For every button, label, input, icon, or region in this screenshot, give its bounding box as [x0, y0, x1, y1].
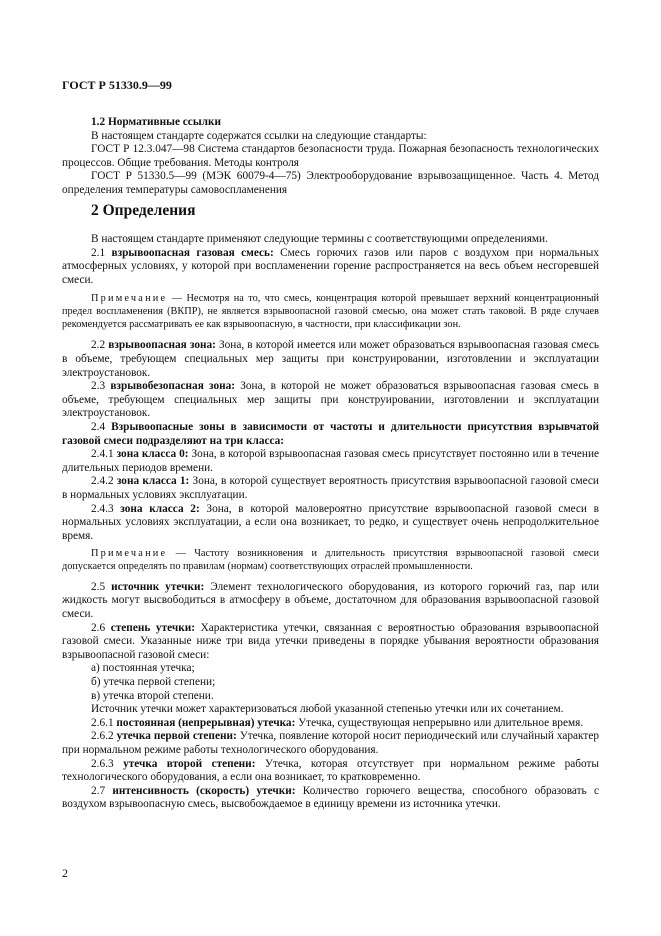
definition-2-4-3: 2.4.3 зона класса 2: Зона, в которой маловероятно присутствие взрывоопасной газовой смеси в нормальных условиях эксплуатации, а если она возникает, то редко, и существует очень непродолжительное время.: [62, 502, 599, 542]
list-item: а) постоянная утечка;: [91, 662, 195, 675]
term: утечка второй степени:: [123, 757, 256, 770]
definition-2-7: 2.7 интенсивность (скорость) утечки: Количество горючего вещества, способного образовать с воздухом взрывоопасную смесь, высвобождаемое в единицу времени из источника утечки.: [62, 784, 599, 811]
definition-2-3: 2.3 взрывобезопасная зона: Зона, в которой не может образоваться взрывоопасная газовая смесь в объеме, требующем специальных мер защиты при конструировании, изготовлении и эксплуатации электроустановок.: [62, 380, 600, 420]
definition-2-2: 2.2 взрывоопасная зона: Зона, в которой имеется или может образоваться взрывоопасная газовая смесь в объеме, требующем специальных мер защиты при конструировании, изготовлении и эксплуатации электроустановок.: [62, 339, 599, 379]
term: утечка первой степени:: [116, 730, 237, 743]
note: Примечание — Несмотря на то, что смесь, концентрация которой превышает верхний концентрационный предел воспламенения (ВКПР), не является взрывоопасной газовой смесью, она может стать таковой. В ряде случаев рекомендуется рассматривать ее как взрывоопасную, в частности, при классификации зон.: [62, 293, 599, 330]
note: Примечание — Частоту возникновения и длительность присутствия взрывоопасной газовой смеси допускается определять по правилам (нормам) соответствующих отраслей промышленности.: [62, 548, 599, 573]
term: интенсивность (скорость) утечки:: [112, 784, 296, 797]
list-item: б) утечка первой степени;: [91, 675, 216, 688]
subsection-title: 1.2 Нормативные ссылки: [91, 116, 221, 128]
leak-grade-list: [62, 662, 599, 703]
references-intro: В настоящем стандарте содержатся ссылки на следующие стандарты:: [91, 129, 427, 142]
page-number: 2: [62, 866, 68, 880]
document-header: ГОСТ Р 51330.9—99: [62, 78, 172, 92]
section-title: 2 Определения: [91, 202, 196, 219]
definition-2-6-2: 2.6.2 утечка первой степени: Утечка, появление которой носит периодический или случайный характер при нормальном режиме работы технологического оборудования.: [62, 730, 600, 756]
definition-2-5: 2.5 источник утечки: Элемент технологического оборудования, из которого горючий газ, пар или жидкость могут высвободиться в атмосферу в объеме, достаточном для образования взрывоопасной газовой смеси.: [62, 580, 599, 620]
definition-2-6-3: 2.6.3 утечка второй степени: Утечка, которая отсутствует при нормальном режиме работы технологического оборудования, а если она возникает, то кратковременно.: [62, 757, 600, 784]
definition-2-4-2: 2.4.2 зона класса 1: Зона, в которой существует вероятность присутствия взрывоопасной газовой смеси в нормальных условиях эксплуатации.: [62, 475, 599, 502]
term: взрывобезопасная зона:: [110, 380, 236, 393]
term: взрывоопасная зона:: [108, 339, 216, 352]
definition-2-4: 2.4 Взрывоопасные зоны в зависимости от частоты и длительности присутствия взрывчатой газовой смеси подразделяют на три класса:: [62, 421, 599, 447]
term: степень утечки:: [110, 621, 196, 634]
paragraph: Источник утечки может характеризоваться любой указанной степенью утечки или их сочетанием.: [91, 703, 564, 716]
definitions-body: [62, 233, 599, 812]
definition-2-6: 2.6 степень утечки: Характеристика утечки, связанная с вероятностью образования взрывоопасной газовой смеси. Указанные ниже три вида утечки приведены в порядке убывания вероятности образования взрывоопасной газовой смеси:: [62, 621, 599, 661]
definition-2-6-1: 2.6.1 постоянная (непрерывная) утечка: Утечка, существующая непрерывно или длительное время.: [91, 716, 584, 729]
term: зона класса 2:: [120, 502, 200, 515]
term: зона класса 0:: [116, 448, 189, 461]
term: Взрывоопасные зоны в зависимости от частоты и длительности присутствия взрывчатой газовой смеси подразделяют на три класса:: [62, 421, 599, 447]
definition-2-1: 2.1 взрывоопасная газовая смесь: Смесь горючих газов или паров с воздухом при нормальных атмосферных условиях, у которой при воспламенении горение распространяется на весь объем несгоревшей смеси.: [62, 246, 599, 286]
reference-item: ГОСТ Р 12.3.047—98 Система стандартов безопасности труда. Пожарная безопасность технологических процессов. Общие требования. Методы контроля: [62, 143, 599, 169]
term: источник утечки:: [111, 580, 205, 593]
normative-references: [62, 116, 599, 198]
definition-2-4-1: 2.4.1 зона класса 0: Зона, в которой взрывоопасная газовая смесь присутствует постоянно или в течение длительных периодов времени.: [62, 448, 600, 474]
list-item: в) утечка второй степени.: [91, 689, 214, 702]
term: взрывоопасная газовая смесь:: [111, 246, 274, 259]
section-intro: В настоящем стандарте применяют следующие термины с соответствующими определениями.: [91, 233, 548, 245]
term: постоянная (непрерывная) утечка:: [116, 716, 296, 729]
term: зона класса 1:: [116, 475, 190, 488]
reference-item: ГОСТ Р 51330.5—99 (МЭК 60079-4—75) Электрооборудование взрывозащищенное. Часть 4. Метод определения температуры самовоспламенения: [62, 170, 599, 196]
